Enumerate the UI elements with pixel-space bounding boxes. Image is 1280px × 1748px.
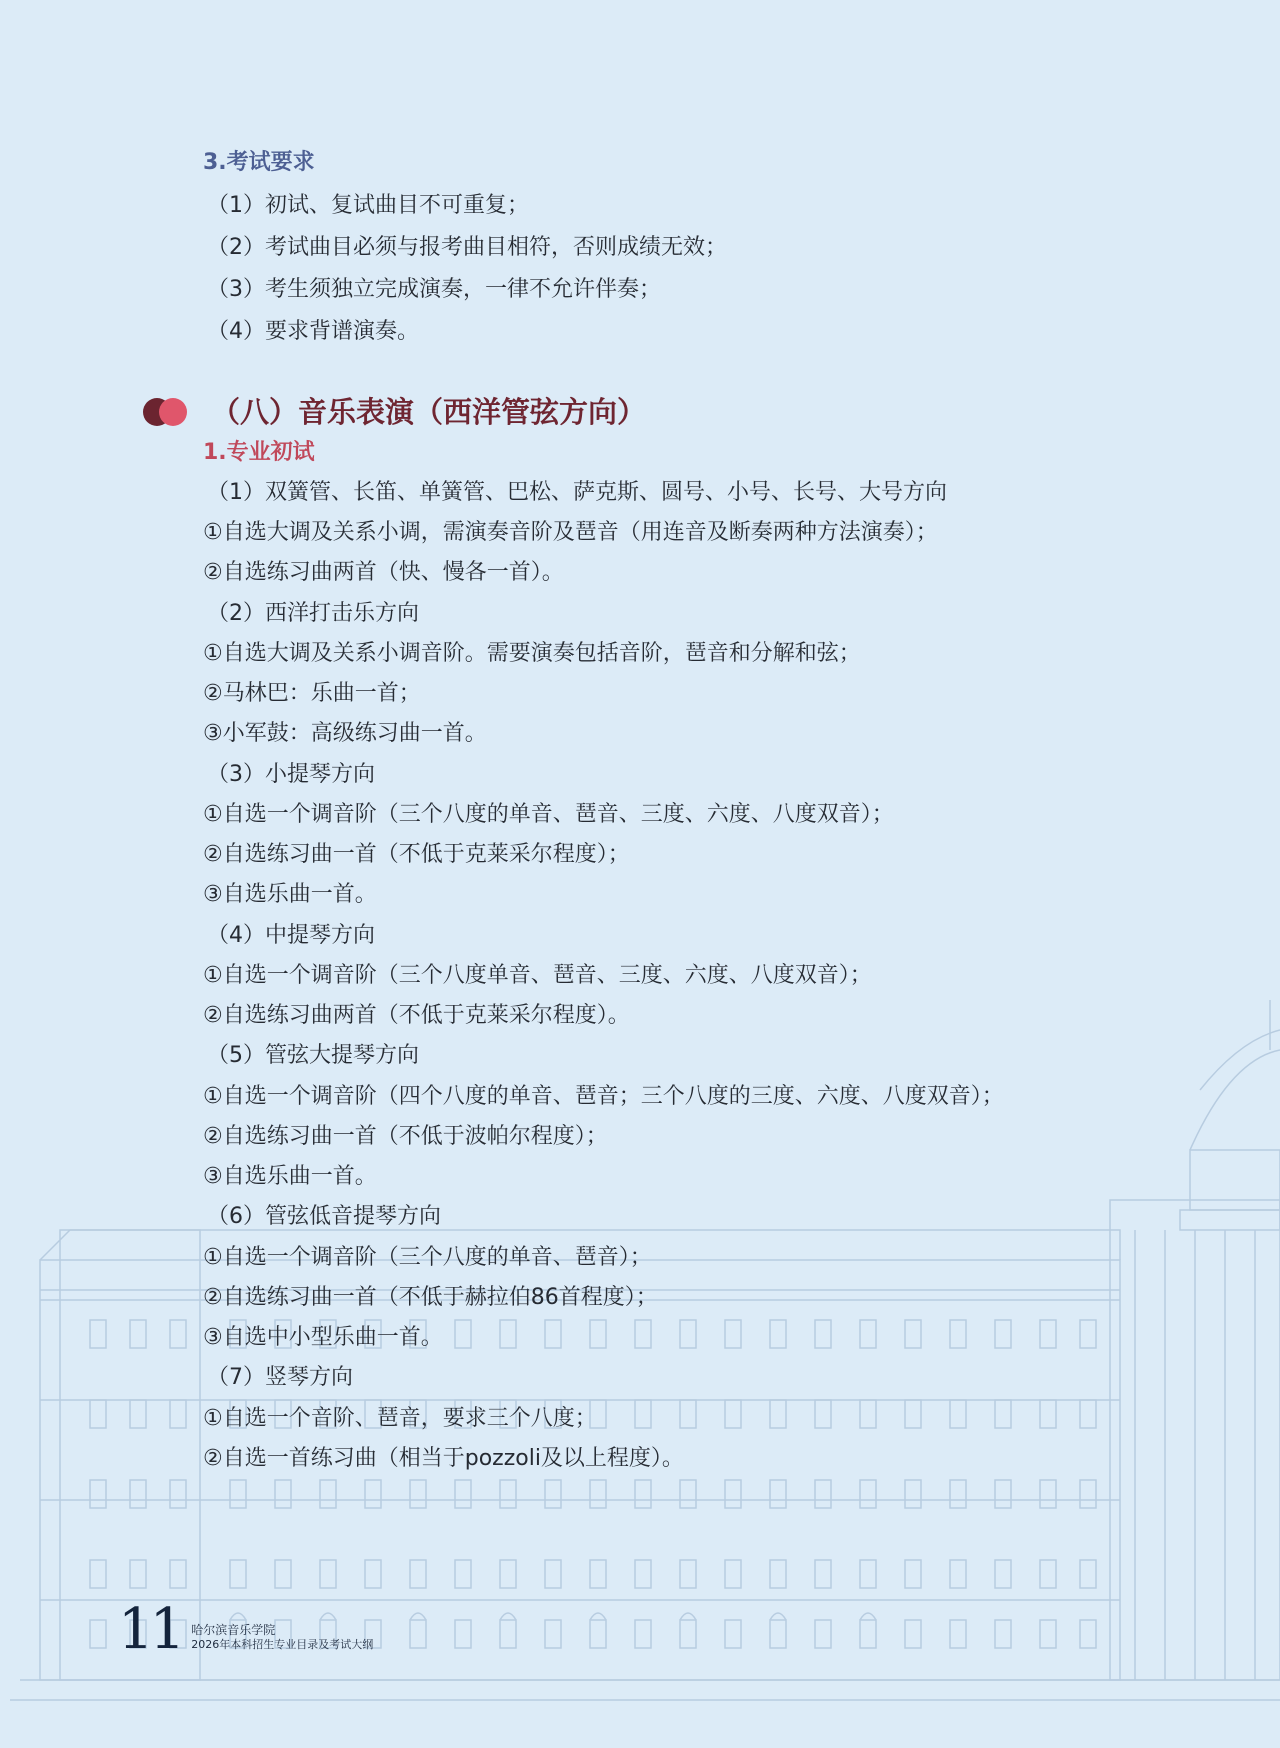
exam-line: ①自选大调及关系小调，需演奏音阶及琶音（用连音及断奏两种方法演奏）； [203,520,938,545]
exam-line: ①自选一个调音阶（三个八度的单音、琶音）； [203,1245,652,1270]
page-footer [118,1597,374,1662]
exam-line: ①自选一个音阶、琶音，要求三个八度； [203,1406,597,1431]
requirement-item: （3）考生须独立完成演奏，一律不允许伴奏； [207,277,661,302]
exam-line: （7）竖琴方向 [207,1365,353,1390]
exam-line: ②自选练习曲一首（不低于克莱采尔程度）； [203,842,630,867]
exam-line: （5）管弦大提琴方向 [207,1043,419,1068]
footer-subtitle: 2026年本科招生专业目录及考试大纲 [191,1638,374,1651]
exam-line: ③小军鼓：高级练习曲一首。 [203,721,487,746]
preliminary-exam-heading: 1.专业初试 [203,440,315,465]
requirement-item: （2）考试曲目必须与报考曲目相符，否则成绩无效； [207,235,727,260]
exam-requirements-heading: 3.考试要求 [203,150,315,175]
requirement-item: （1）初试、复试曲目不可重复； [207,193,529,218]
page-number: 11 [118,1597,182,1662]
exam-line: ①自选一个调音阶（三个八度单音、琶音、三度、六度、八度双音）； [203,963,872,988]
exam-line: ①自选一个调音阶（三个八度的单音、琶音、三度、六度、八度双音）； [203,802,894,827]
exam-line: ③自选乐曲一首。 [203,882,377,907]
exam-line: ③自选乐曲一首。 [203,1164,377,1189]
exam-line: （2）西洋打击乐方向 [207,601,419,626]
exam-line: ②自选一首练习曲（相当于pozzoli及以上程度）。 [203,1446,684,1471]
exam-line: （1）双簧管、长笛、单簧管、巴松、萨克斯、圆号、小号、长号、大号方向 [207,480,947,505]
section-title: （八）音乐表演（西洋管弦方向） [211,395,647,429]
exam-line: （4）中提琴方向 [207,923,375,948]
exam-line: （6）管弦低音提琴方向 [207,1204,441,1229]
exam-line: ②马林巴：乐曲一首； [203,681,421,706]
exam-line: ①自选一个调音阶（四个八度的单音、琶音；三个八度的三度、六度、八度双音）； [203,1084,1004,1109]
section-bullet-icon [143,397,193,427]
exam-line: （3）小提琴方向 [207,762,375,787]
exam-line: ③自选中小型乐曲一首。 [203,1325,443,1350]
exam-line: ①自选大调及关系小调音阶。需要演奏包括音阶，琶音和分解和弦； [203,641,861,666]
exam-line: ②自选练习曲一首（不低于赫拉伯86首程度）； [203,1285,658,1310]
exam-line: ②自选练习曲一首（不低于波帕尔程度）； [203,1124,608,1149]
requirement-item: （4）要求背谱演奏。 [207,319,419,344]
exam-line: ②自选练习曲两首（快、慢各一首）。 [203,560,564,585]
section-header [143,392,646,432]
footer-school-name: 哈尔滨音乐学院 [191,1623,276,1637]
exam-line: ②自选练习曲两首（不低于克莱采尔程度）。 [203,1003,630,1028]
